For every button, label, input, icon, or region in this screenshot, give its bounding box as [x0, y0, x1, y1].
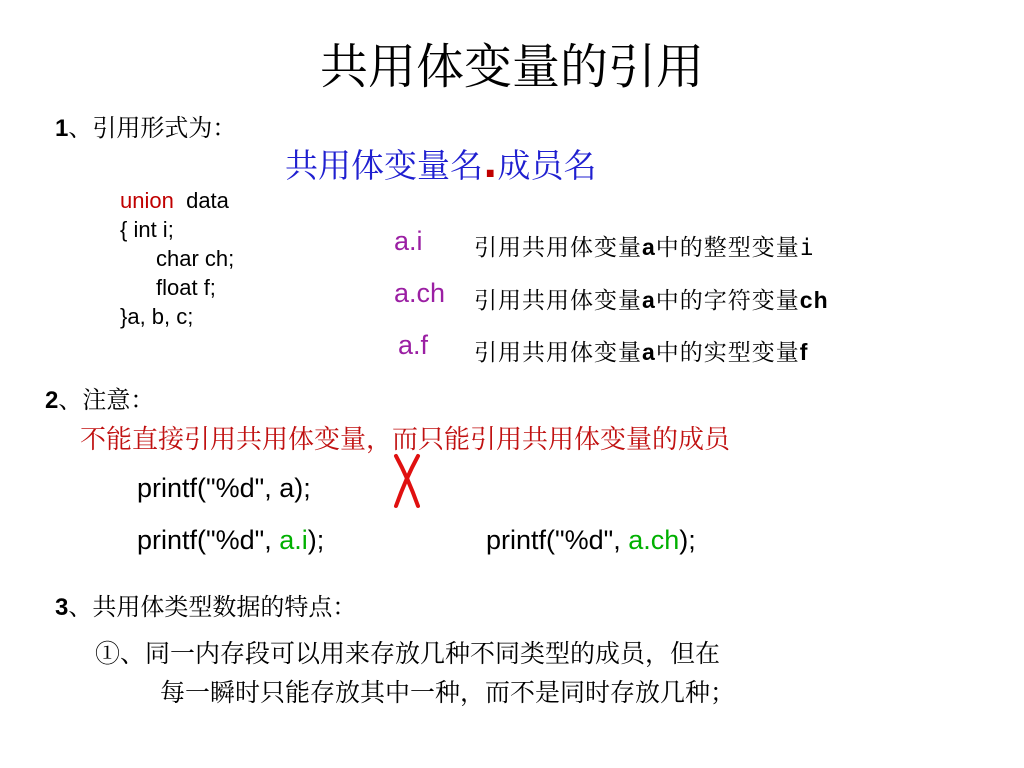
example-var: a — [642, 234, 656, 260]
example-var: a — [642, 287, 656, 313]
printf-member: a.i — [279, 525, 308, 555]
example-desc-suffix: ch — [799, 287, 829, 313]
example-expr-2: a.ch — [394, 278, 446, 308]
feature-point-1-line-1: ①、同一内存段可以用来存放几种不同类型的成员，但在 — [95, 639, 721, 668]
example-desc-prefix: 引用共用体变量 — [474, 288, 642, 314]
code-line-3: char ch; — [156, 246, 235, 271]
union-name: data — [186, 188, 229, 213]
printf-correct-2 — [486, 525, 696, 556]
section2-heading — [45, 380, 154, 415]
union-declaration — [120, 186, 234, 331]
example-desc-mid: 中的实型变量 — [655, 340, 800, 366]
printf-member: a.ch — [628, 525, 680, 555]
printf-prefix: printf("%d", — [137, 525, 280, 555]
example-expr-1: a.i — [394, 226, 423, 256]
code-line-5: }a, b, c; — [120, 304, 194, 329]
example-desc-3 — [474, 334, 808, 367]
example-expr-3: a.f — [398, 330, 429, 360]
section3-heading — [55, 587, 356, 622]
form-member-name: 成员名 — [497, 146, 597, 185]
example-desc-suffix: i — [799, 235, 815, 261]
wrong-cross-icon — [388, 452, 424, 510]
printf-wrong: printf("%d", a); — [137, 473, 311, 503]
section1-heading — [55, 108, 236, 143]
union-keyword: union — [120, 188, 174, 213]
example-desc-mid: 中的字符变量 — [655, 288, 800, 314]
example-desc-2 — [474, 282, 829, 315]
example-desc-prefix: 引用共用体变量 — [474, 340, 642, 366]
printf-suffix: ); — [679, 525, 696, 555]
feature-point-1-line-2: 每一瞬时只能存放其中一种，而不是同时存放几种； — [160, 678, 736, 707]
section2-number: 2 — [45, 387, 59, 414]
example-desc-suffix: f — [799, 339, 809, 365]
section1-label: 、引用形式为： — [68, 114, 237, 142]
printf-correct-1 — [137, 525, 324, 556]
example-desc-1 — [474, 229, 815, 262]
code-line-2: { int i; — [120, 217, 174, 242]
printf-suffix: ); — [307, 525, 325, 555]
form-variable-name: 共用体变量名 — [285, 146, 483, 185]
printf-prefix: printf("%d", — [486, 525, 629, 555]
example-var: a — [642, 339, 656, 365]
example-desc-prefix: 引用共用体变量 — [474, 235, 642, 261]
form-dot: . — [483, 142, 498, 186]
reference-form — [285, 140, 596, 187]
section1-number: 1 — [55, 115, 69, 142]
attention-note: 不能直接引用共用体变量，而只能引用共用体变量的成员 — [80, 425, 731, 455]
section3-label: 、共用体类型数据的特点： — [68, 593, 357, 621]
code-line-4: float f; — [156, 275, 216, 300]
page-title: 共用体变量的引用 — [319, 39, 704, 95]
section3-number: 3 — [55, 594, 69, 621]
code-line-1 — [120, 186, 234, 215]
example-desc-mid: 中的整型变量 — [655, 235, 800, 261]
section2-label: 、注意： — [58, 386, 155, 414]
